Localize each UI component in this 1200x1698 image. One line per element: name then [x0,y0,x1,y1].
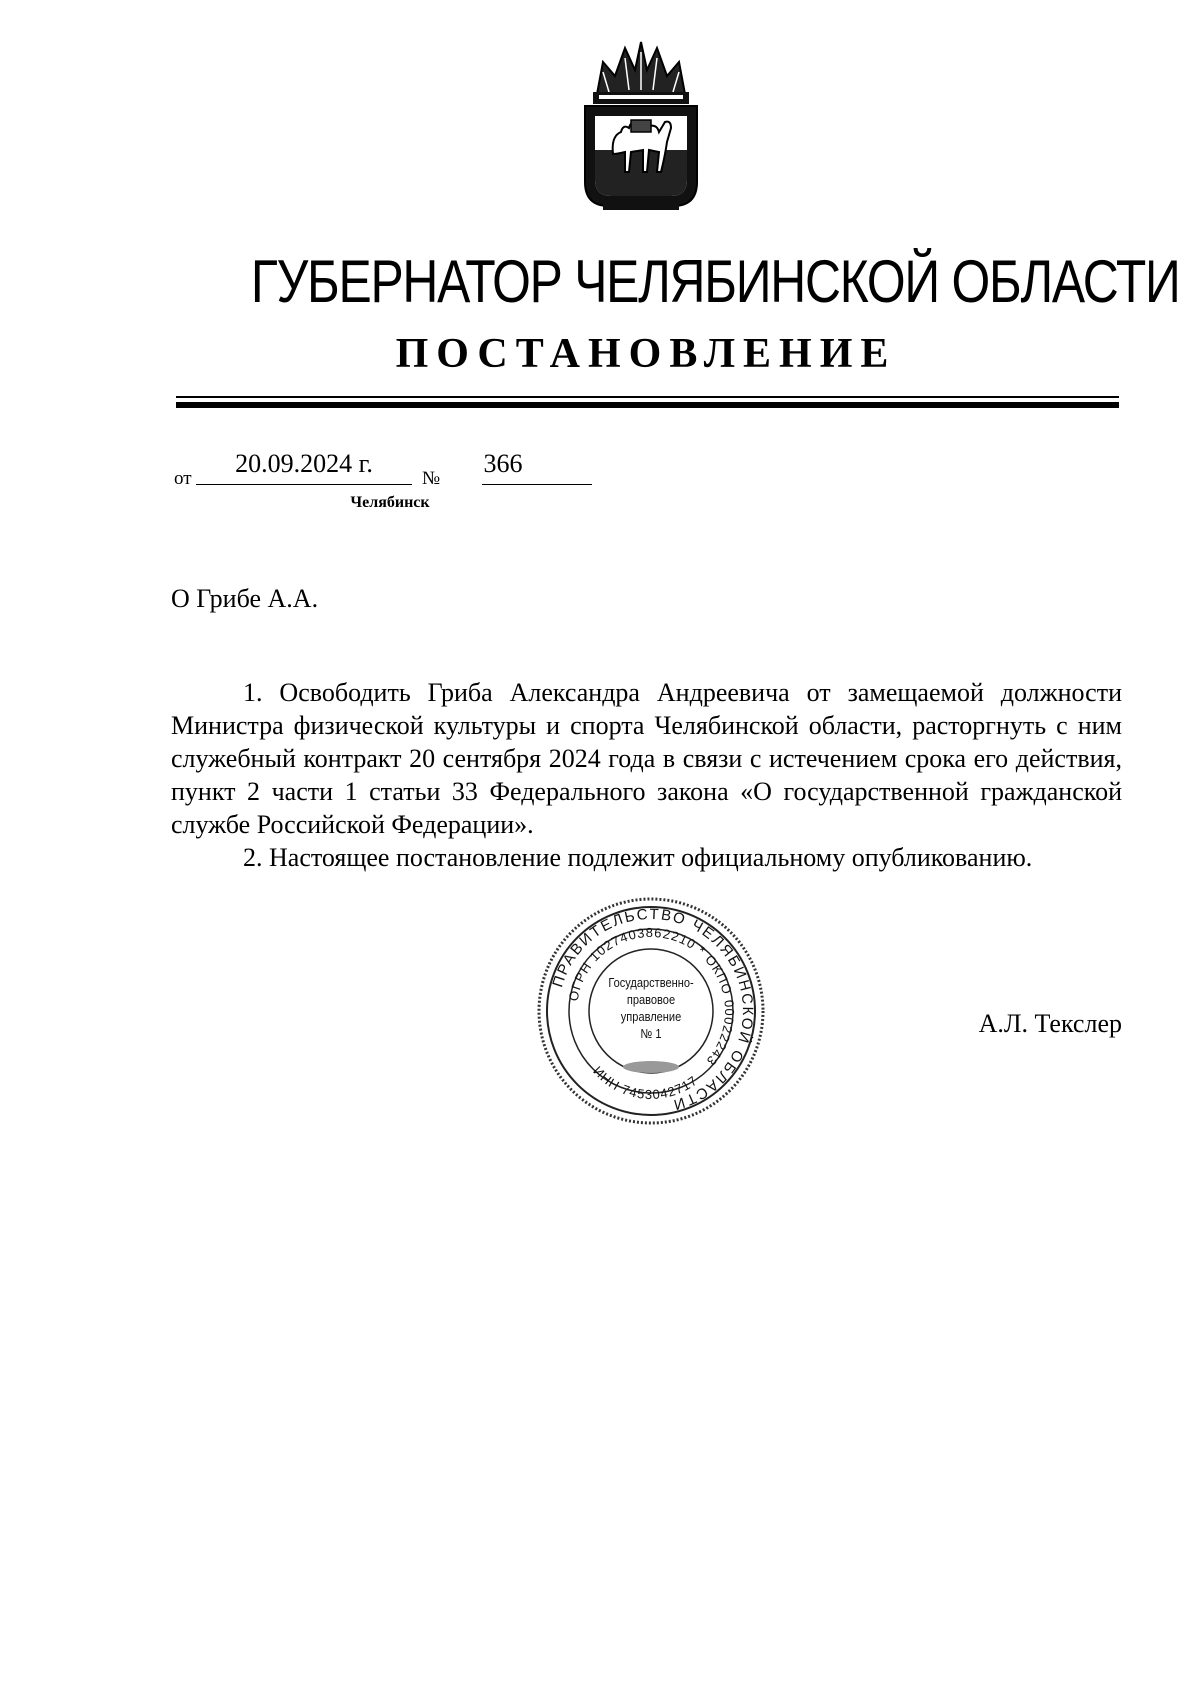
decree-date: 20.09.2024 г. [235,449,373,478]
header-divider-thin [176,396,1119,398]
signatory-name: А.Л. Текслер [978,1009,1122,1038]
seal-bottom-text: ИНН 7453042717 [590,1063,701,1103]
decree-number: 366 [483,449,523,478]
decree-subject: О Грибе А.А. [171,584,319,613]
number-underline [482,484,592,485]
date-prefix-label: от [174,468,192,489]
issuer-title: ГУБЕРНАТОР ЧЕЛЯБИНСКОЙ ОБЛАСТИ [250,248,1180,315]
seal-center-line: № 1 [640,1026,662,1041]
document-type: ПОСТАНОВЛЕНИЕ [395,331,897,377]
seal-center-text [604,974,698,1042]
seal-center-line: Государственно- [608,975,694,990]
seal-center-line: правовое [626,992,676,1007]
decree-paragraph: 2. Настоящее постановление подлежит официальному опубликованию. [243,843,1033,872]
number-label: № [422,468,441,489]
header-divider-thick [176,402,1119,408]
issue-city: Челябинск [350,494,430,511]
decree-body [171,676,1122,874]
decree-paragraph: 1. Освободить Гриба Александра Андреевича от замещаемой должности Министра физической культуры и спорта Челябинской области, расторгнуть с ним служебный контракт 20 сентября 2024 года в связи с истечением срока его действия, пункт 2 части 1 статьи 33 Федерального закона «О государственной гражданской службе Российской Федерации». [171,678,1122,839]
seal-outer-text: ПРАВИТЕЛЬСТВО ЧЕЛЯБИНСКОЙ ОБЛАСТИ [549,905,757,1114]
seal-center-line: управление [620,1009,682,1024]
seal-inner-text: ОГРН 1027403862210 * ОКПО 00022243 [565,924,738,1069]
date-underline [196,484,412,485]
coat-of-arms-icon [569,32,713,212]
